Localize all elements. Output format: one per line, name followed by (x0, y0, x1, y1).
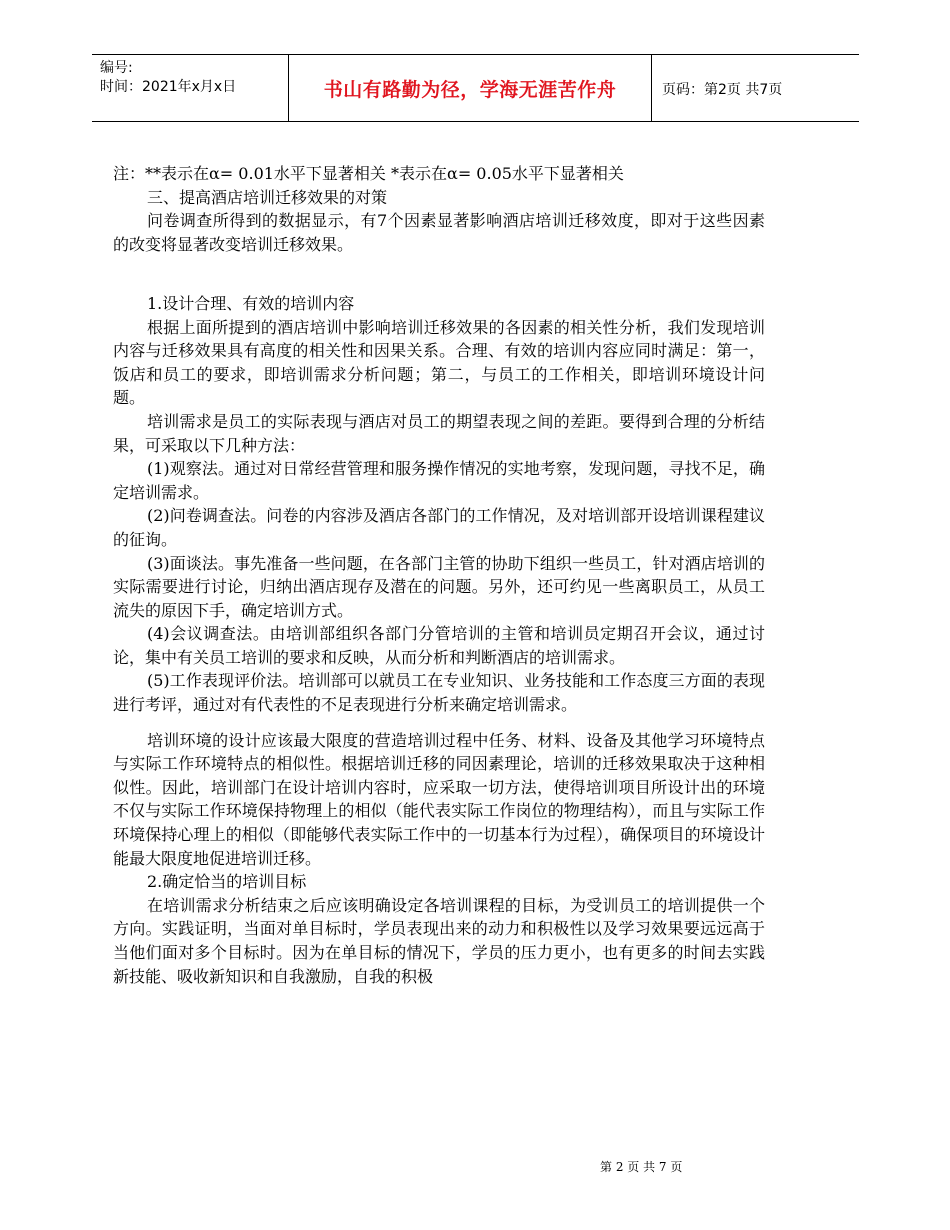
method-meeting: (4)会议调查法。由培训部组织各部门分管培训的主管和培训员定期召开会议，通过讨论，集中有关员工培训的要求和反映，从而分析和判断酒店的培训需求。 (113, 624, 765, 667)
paragraph: 培训环境的设计应该最大限度的营造培训过程中任务、材料、设备及其他学习环境特点与实际工作环境特点的相似性。根据培训迁移的同因素理论，培训的迁移效果取决于这种相似性。因此，培训部门在设计培训内容时，应采取一切方法，使得培训项目所设计出的环境不仅与实际工作环境保持物理上的相似（能代表实际工作岗位的物理结构），而且与实际工作环境保持心理上的相似（即能够代表实际工作中的一切基本行为过程），确保项目的环境设计能最大限度地促进培训迁移。 (113, 730, 765, 868)
page-footer: 第 2 页 共 7 页 (600, 1160, 683, 1174)
header-page-info: 页码：第2页 共7页 (662, 82, 783, 98)
intro-paragraph: 问卷调查所得到的数据显示，有7个因素显著影响酒店培训迁移效度，即对于这些因素的改变将显著改变培训迁移效果。 (113, 211, 765, 254)
document-number-label: 编号: (100, 60, 133, 76)
paragraph: 培训需求是员工的实际表现与酒店对员工的期望表现之间的差距。要得到合理的分析结果，可采取以下几种方法： (113, 411, 765, 455)
page-header (92, 54, 859, 122)
method-observation: (1)观察法。通过对日常经营管理和服务操作情况的实地考察，发现问题，寻找不足，确定培训需求。 (113, 459, 765, 502)
paragraph: 在培训需求分析结束之后应该明确设定各培训课程的目标，为受训员工的培训提供一个方向。实践证明，当面对单目标时，学员表现出来的动力和积极性以及学习效果要远远高于当他们面对多个目标时。因为在单目标的情况下，学员的压力更小，也有更多的时间去实践新技能、吸收新知识和自我激励，自我的积极 (113, 895, 765, 986)
method-questionnaire: (2)问卷调查法。问卷的内容涉及酒店各部门的工作情况，及对培训部开设培训课程建议的征询。 (113, 506, 765, 549)
method-interview: (3)面谈法。事先准备一些问题，在各部门主管的协助下组织一些员工，针对酒店培训的实际需要进行讨论，归纳出酒店现存及潜在的问题。另外，还可约见一些离职员工，从员工流失的原因下手，确定培训方式。 (113, 553, 765, 620)
document-time: 时间：2021年x月x日 (100, 79, 237, 95)
document-body (113, 162, 765, 988)
table-note: 注：**表示在α= 0.01水平下显著相关 *表示在α= 0.05水平下显著相关 (113, 164, 624, 183)
section-title: 三、提高酒店培训迁移效果的对策 (147, 187, 388, 207)
paragraph: 根据上面所提到的酒店培训中影响培训迁移效果的各因素的相关性分析，我们发现培训内容与迁移效果具有高度的相关性和因果关系。合理、有效的培训内容应同时满足：第一，饭店和员工的要求，即培训需求分析问题；第二，与员工的工作相关，即培训环境设计问题。 (113, 317, 765, 408)
header-meta (100, 59, 236, 97)
method-evaluation: (5)工作表现评价法。培训部可以就员工在专业知识、业务技能和工作态度三方面的表现进行考评，通过对有代表性的不足表现进行分析来确定培训需求。 (113, 671, 765, 715)
subsection-title-2: 2.确定恰当的培训目标 (147, 872, 307, 892)
header-slogan: 书山有路勤为径，学海无涯苦作舟 (288, 55, 652, 121)
subsection-title-1: 1.设计合理、有效的培训内容 (147, 293, 355, 313)
